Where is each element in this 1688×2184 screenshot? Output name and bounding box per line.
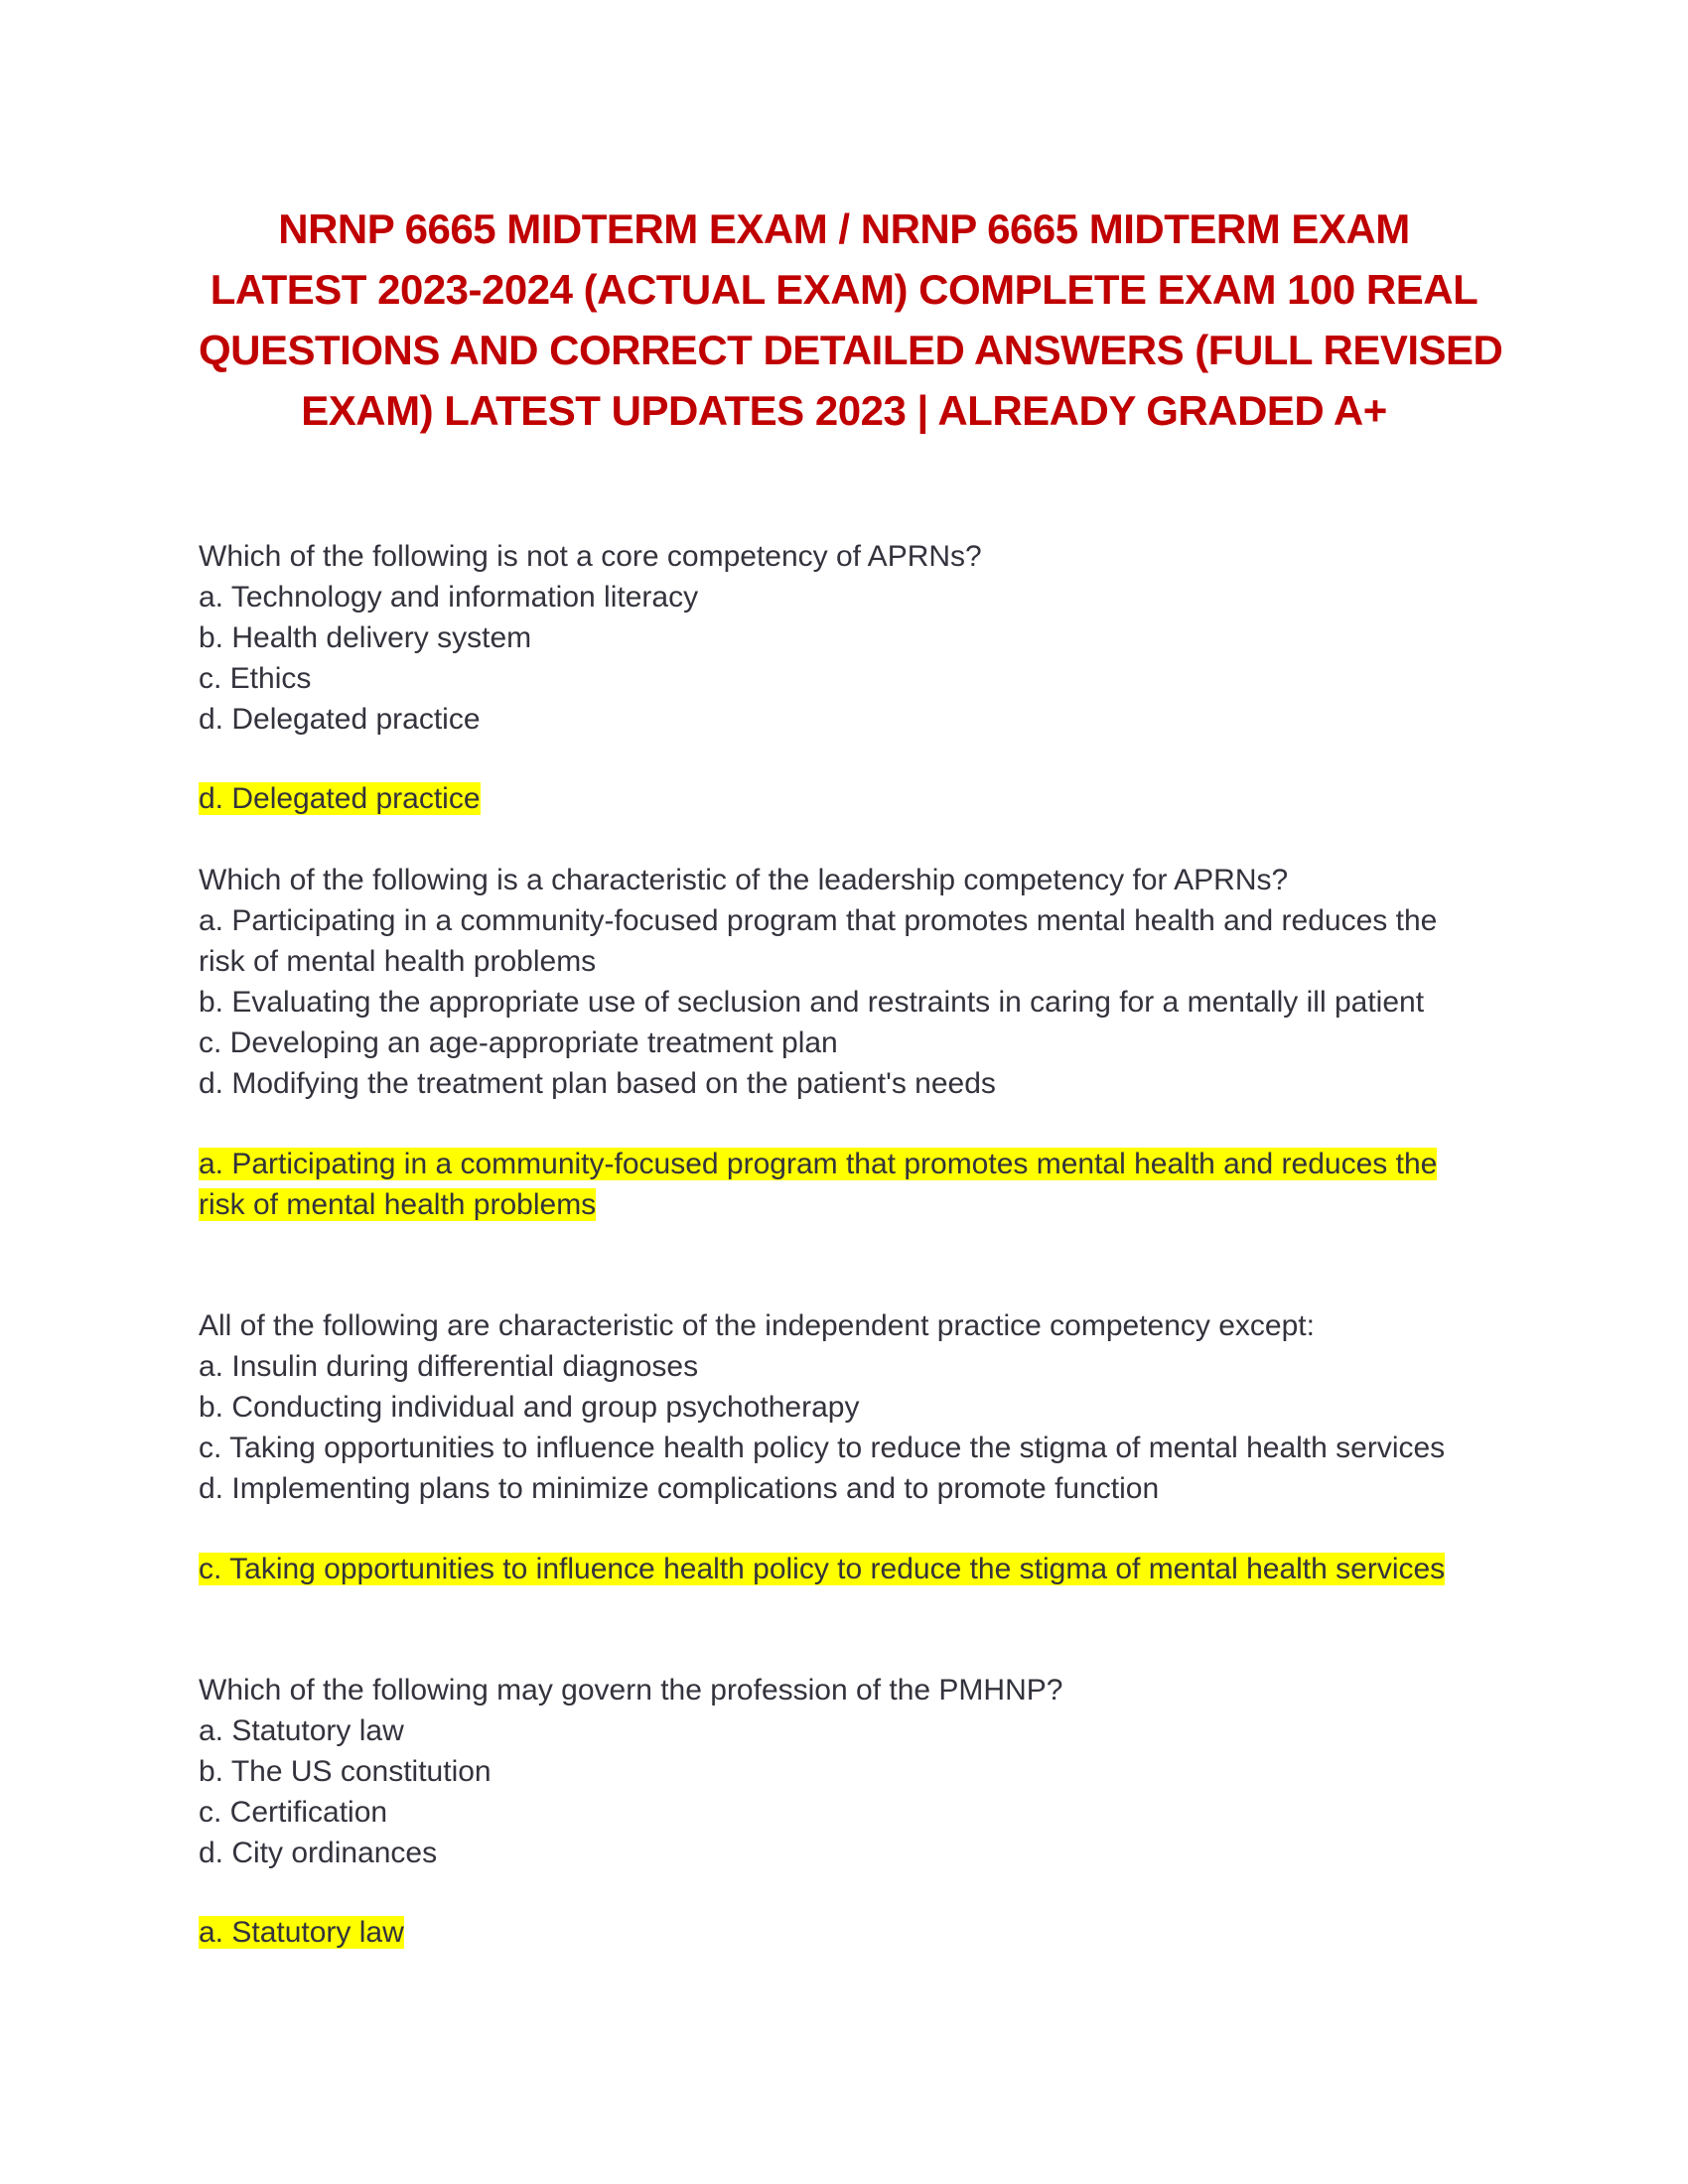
- option-a-continued: risk of mental health problems: [199, 945, 597, 978]
- option-c: c. Certification: [199, 1796, 388, 1829]
- question-block-3: [199, 1305, 1489, 1509]
- option-d: d. City ordinances: [199, 1837, 438, 1869]
- highlighted-answer: risk of mental health problems: [199, 1188, 597, 1221]
- document-title: [199, 199, 1503, 441]
- question-text: Which of the following is not a core competency of APRNs?: [199, 540, 982, 573]
- answer-block-4: [199, 1912, 1489, 1953]
- option-d: d. Implementing plans to minimize complications and to promote function: [199, 1472, 1160, 1505]
- option-b: b. The US constitution: [199, 1755, 492, 1788]
- answer-block-2: [199, 1144, 1489, 1225]
- highlighted-answer: a. Participating in a community-focused program that promotes mental health and reduces the: [199, 1148, 1438, 1180]
- question-text: All of the following are characteristic of the independent practice competency except:: [199, 1309, 1315, 1342]
- option-c: c. Ethics: [199, 662, 312, 695]
- title-line: EXAM) LATEST UPDATES 2023 | ALREADY GRADED A+: [301, 387, 1387, 434]
- answer-block-3: [199, 1549, 1489, 1589]
- option-a: a. Technology and information literacy: [199, 581, 699, 614]
- option-d: d. Modifying the treatment plan based on the patient's needs: [199, 1067, 996, 1100]
- option-a: a. Participating in a community-focused program that promotes mental health and reduces the: [199, 904, 1438, 937]
- answer-block-1: [199, 778, 1489, 819]
- option-c: c. Taking opportunities to influence health policy to reduce the stigma of mental health services: [199, 1432, 1446, 1464]
- option-d: d. Delegated practice: [199, 703, 481, 736]
- highlighted-answer: d. Delegated practice: [199, 782, 481, 815]
- title-line: NRNP 6665 MIDTERM EXAM / NRNP 6665 MIDTERM EXAM: [278, 205, 1410, 252]
- title-line: LATEST 2023-2024 (ACTUAL EXAM) COMPLETE EXAM 100 REAL: [210, 266, 1478, 313]
- option-b: b. Evaluating the appropriate use of seclusion and restraints in caring for a mentally ill patient: [199, 986, 1425, 1019]
- highlighted-answer: c. Taking opportunities to influence health policy to reduce the stigma of mental health services: [199, 1553, 1446, 1585]
- question-block-2: [199, 860, 1489, 1104]
- question-block-1: [199, 536, 1489, 740]
- option-b: b. Conducting individual and group psychotherapy: [199, 1391, 860, 1424]
- option-b: b. Health delivery system: [199, 621, 532, 654]
- highlighted-answer: a. Statutory law: [199, 1916, 404, 1949]
- question-text: Which of the following may govern the profession of the PMHNP?: [199, 1674, 1063, 1706]
- question-block-4: [199, 1670, 1489, 1873]
- option-a: a. Insulin during differential diagnoses: [199, 1350, 699, 1383]
- option-a: a. Statutory law: [199, 1714, 404, 1747]
- option-c: c. Developing an age-appropriate treatment plan: [199, 1026, 838, 1059]
- title-line: QUESTIONS AND CORRECT DETAILED ANSWERS (FULL REVISED: [199, 327, 1503, 373]
- question-text: Which of the following is a characteristic of the leadership competency for APRNs?: [199, 864, 1289, 896]
